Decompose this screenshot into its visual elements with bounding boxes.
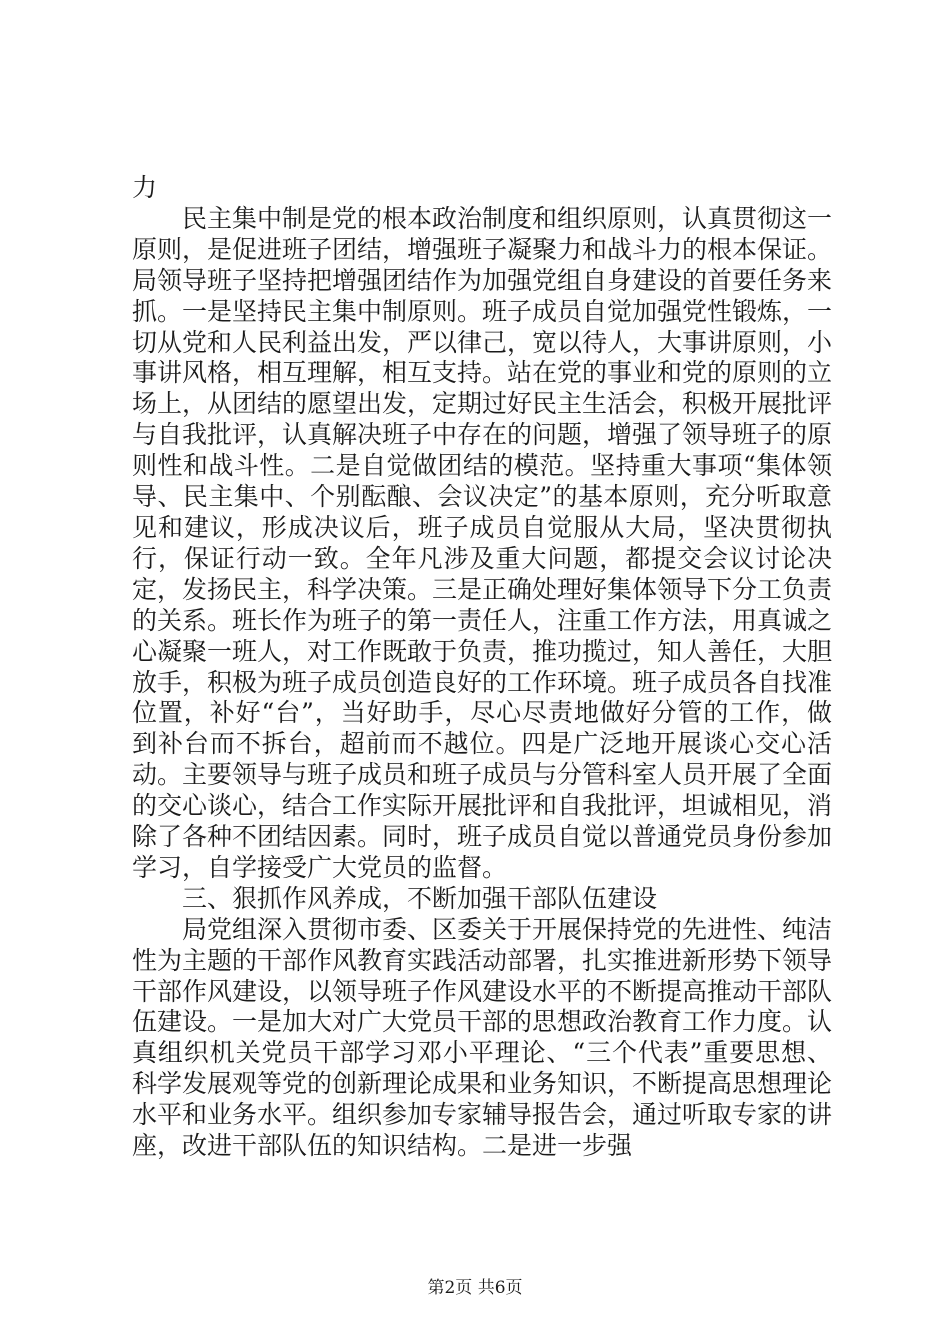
paragraph-work-style: 局党组深入贯彻市委、区委关于开展保持党的先进性、纯洁性为主题的干部作风教育实践活动部署，扎实推进新形势下领导干部作风建设，以领导班子作风建设水平的不断提高推动干部队伍建设。一是加大对广大党员干部的思想政治教育工作力度。认真组织机关党员干部学习邓小平理论、“三个代表”重要思想、科学发展观等党的创新理论成果和业务知识，不断提高思想理论水平和业务水平。组织参加专家辅导报告会，通过听取专家的讲座，改进干部队伍的知识结构。二是进一步强 (132, 914, 833, 1161)
continuation-line: 力 (132, 173, 158, 202)
body-text (132, 173, 832, 1162)
paragraph-democratic-centralism: 民主集中制是党的根本政治制度和组织原则，认真贯彻这一原则，是促进班子团结，增强班子凝聚力和战斗力的根本保证。局领导班子坚持把增强团结作为加强党组自身建设的首要任务来抓。一是坚持民主集中制原则。班子成员自觉加强党性锻炼，一切从党和人民利益出发，严以律己，宽以待人，大事讲原则，小事讲风格，相互理解，相互支持。站在党的事业和党的原则的立场上，从团结的愿望出发，定期过好民主生活会，积极开展批评与自我批评，认真解决班子中存在的问题，增强了领导班子的原则性和战斗性。二是自觉做团结的模范。坚持重大事项“集体领导、民主集中、个别酝酿、会议决定”的基本原则，充分听取意见和建议，形成决议后，班子成员自觉服从大局，坚决贯彻执行，保证行动一致。全年凡涉及重大问题，都提交会议讨论决定，发扬民主，科学决策。三是正确处理好集体领导下分工负责的关系。班长作为班子的第一责任人，注重工作方法，用真诚之心凝聚一班人，对工作既敢于负责，推功揽过，知人善任，大胆放手，积极为班子成员创造良好的工作环境。班子成员各自找准位置，补好“台”，当好助手，尽心尽责地做好分管的工作，做到补台而不拆台，超前而不越位。四是广泛地开展谈心交心活动。主要领导与班子成员和班子成员与分管科室人员开展了全面的交心谈心，结合工作实际开展批评和自我批评，坦诚相见，消除了各种不团结因素。同时，班子成员自觉以普通党员身份参加学习，自学接受广大党员的监督。 (132, 203, 833, 882)
section-heading-three: 三、狠抓作风养成，不断加强干部队伍建设 (182, 883, 658, 913)
page-footer: 第2页 共6页 (427, 1278, 523, 1298)
